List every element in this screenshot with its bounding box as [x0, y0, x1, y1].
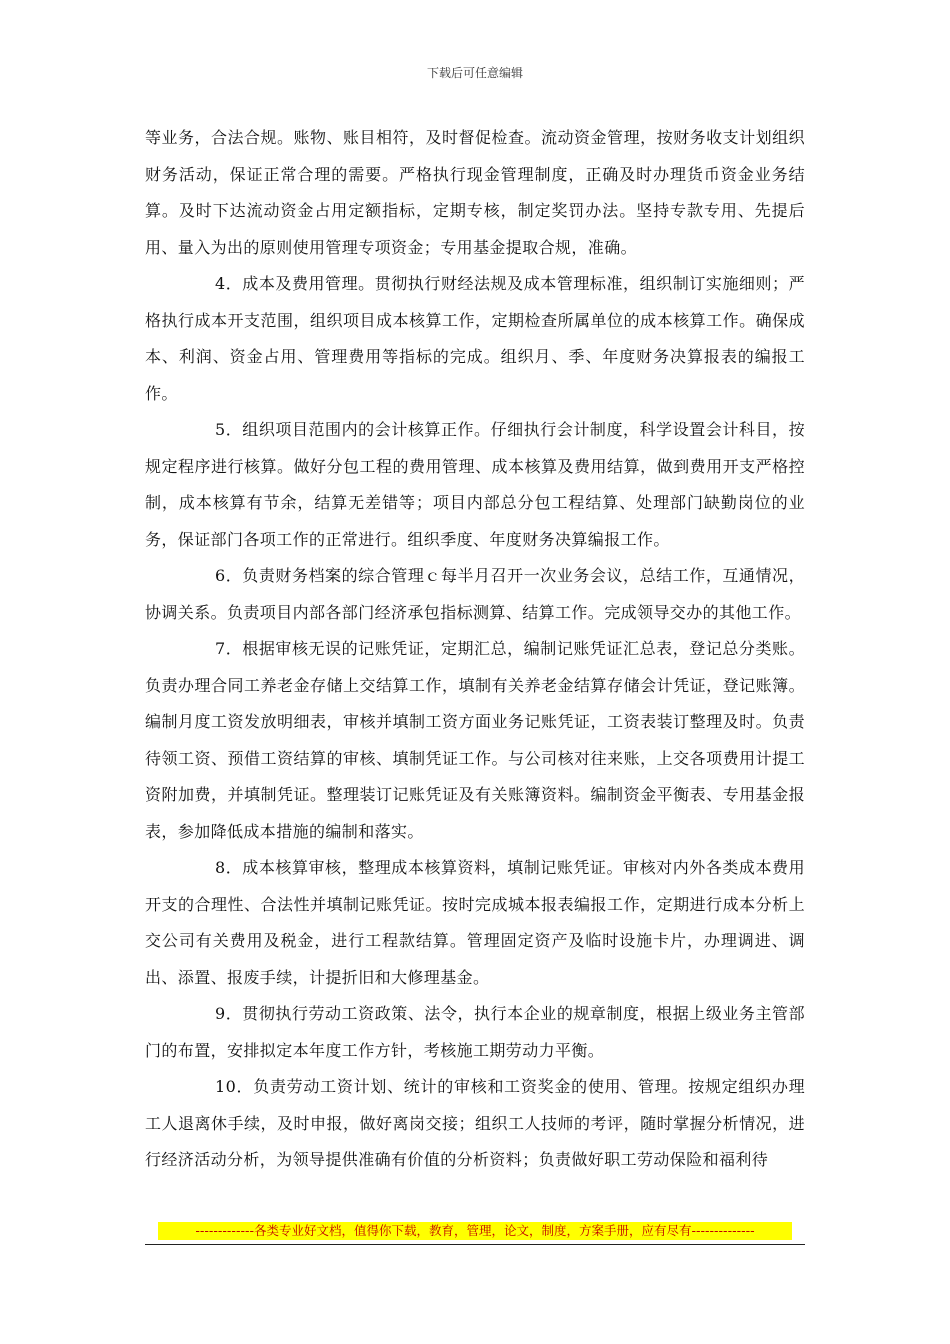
paragraph-item-7: 7．根据审核无误的记账凭证，定期汇总，编制记账凭证汇总表，登记总分类账。负责办理合同工养老金存储上交结算工作，填制有关养老金结算存储会计凭证，登记账簿。编制月度工资发放明细表，审核并填制工资方面业务记账凭证，工资表装订整理及时。负责待领工资、预借工资结算的审核、填制凭证工作。与公司核对往来账，上交各项费用计提工资附加费，并填制凭证。整理装订记账凭证及有关账簿资料。编制资金平衡表、专用基金报表，参加降低成本措施的编制和落实。 — [145, 639, 805, 841]
paragraph-item-10: 10．负责劳动工资计划、统计的审核和工资奖金的使用、管理。按规定组织办理工人退离休手续，及时申报，做好离岗交接；组织工人技师的考评，随时掌握分析情况，进行经济活动分析，为领导提供准确有价值的分析资料；负责做好职工劳动保险和福利待 — [145, 1077, 805, 1169]
paragraph-item-9: 9．贯彻执行劳动工资政策、法令，执行本企业的规章制度，根据上级业务主管部门的布置，安排拟定本年度工作方针，考核施工期劳动力平衡。 — [145, 1004, 805, 1060]
paragraph-continuation: 等业务，合法合规。账物、账目相符，及时督促检查。流动资金管理，按财务收支计划组织财务活动，保证正常合理的需要。严格执行现金管理制度，正确及时办理货币资金业务结算。及时下达流动资金占用定额指标，定期专核，制定奖罚办法。坚持专款专用、先提后用、量入为出的原则使用管理专项资金；专用基金提取合规，准确。 — [145, 128, 805, 257]
paragraph-item-8: 8．成本核算审核，整理成本核算资料，填制记账凭证。审核对内外各类成本费用开支的合理性、合法性并填制记账凭证。按时完成城本报表编报工作，定期进行成本分析上交公司有关费用及税金，进行工程款结算。管理固定资产及临时设施卡片，办理调进、调出、添置、报废手续，计提折旧和大修理基金。 — [145, 858, 805, 987]
page-header: 下载后可任意编辑 — [426, 66, 523, 80]
document-body — [145, 120, 805, 1179]
paragraph-item-5: 5．组织项目范围内的会计核算正作。仔细执行会计制度，科学设置会计科目，按规定程序进行核算。做好分包工程的费用管理、成本核算及费用结算，做到费用开支严格控制，成本核算有节余，结算无差错等；项目内部总分包工程结算、处理部门缺勤岗位的业务，保证部门各项工作的正常进行。组织季度、年度财务决算编报工作。 — [145, 420, 805, 549]
paragraph-item-6: 6．负责财务档案的综合管理ｃ每半月召开一次业务会议，总结工作，互通情况，协调关系。负责项目内部各部门经济承包指标测算、结算工作。完成领导交办的其他工作。 — [145, 566, 805, 622]
footer-banner: -------------各类专业好文档，值得你下载，教育，管理，论文，制度，方案手册，应有尽有-------------- — [158, 1222, 792, 1240]
footer-divider — [145, 1244, 805, 1245]
paragraph-item-4: 4．成本及费用管理。贯彻执行财经法规及成本管理标准，组织制订实施细则；严格执行成本开支范围，组织项目成本核算工作，定期检查所属单位的成本核算工作。确保成本、利润、资金占用、管理费用等指标的完成。组织月、季、年度财务决算报表的编报工作。 — [145, 274, 805, 403]
page-footer — [145, 1222, 805, 1245]
